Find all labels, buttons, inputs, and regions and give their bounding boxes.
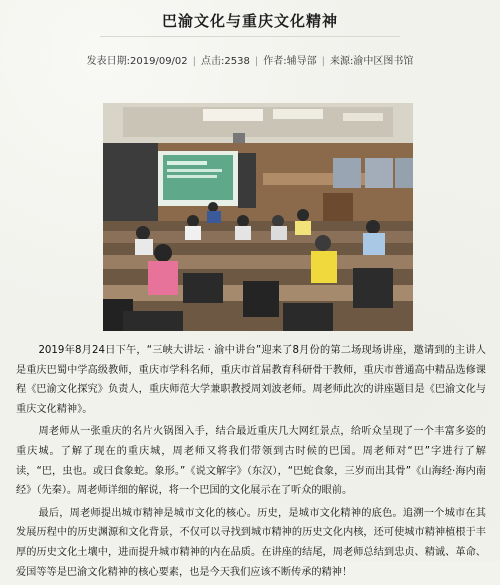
meta-separator: | [321,56,325,67]
meta-separator: | [254,56,259,67]
lecture-photo [103,103,413,331]
article-title: 巴渝文化与重庆文化精神 [161,12,338,30]
publish-date: 2019/09/02 [130,56,188,67]
lecture-photo-illustration [103,103,413,331]
source-label: 来源: [329,56,354,67]
article-meta [0,52,500,67]
article-paragraph: 周老师从一张重庆的名片火锅图入手，结合最近重庆几大网红景点，给听众呈现了一个丰富多姿的重庆城。了解了现在的重庆城，周老师又将我们带领到古时候的巴国。周老师对“巴”字进行了解读，“巴，虫也。或曰食象蛇。象形。”《说文解字》（东汉），“巴蛇食象，三岁而出其骨”《山海经·海内南经》（先秦）。周老师详细的解说，将一个巴国的文化展示在了听众的眼前。 [16,426,486,497]
author-label: 作者: [263,56,287,67]
meta-separator: | [192,56,197,67]
article-body [16,341,486,585]
title-divider [100,36,400,37]
source: 渝中区图书馆 [353,56,414,67]
author: 辅导部 [286,56,317,67]
article-paragraph: 最后，周老师提出城市精神是城市文化的核心。历史，是城市文化精神的底色。追溯一个城市在其发展历程中的历史渊源和文化背景，不仅可以寻找到城市精神的历史文化内核，还可使城市精神植根于丰厚的历史文化土壤中，进而提升城市精神的内在品质。在讲座的结尾，周老师总结到忠贞、精诚、革命、爱国等等是巴渝文化精神的核心要素，也是今天我们应该不断传承的精神！ [16,507,486,578]
article-paragraph: 2019年8月24日下午，“三峡大讲坛 · 渝中讲台”迎来了8月份的第二场现场讲座，邀请到的主讲人是重庆巴蜀中学高级教师，重庆市学科名师，重庆市首届教育科研骨干教师，重庆市普通高中精品选修课程《巴渝文化探究》负责人，重庆师范大学兼职教授周刘波老师。周老师此次的讲座题目是《巴渝文化与重庆文化精神》。 [16,345,486,415]
publish-date-label: 发表日期: [86,56,131,67]
click-count: 2538 [224,56,250,67]
clicks-label: 点击: [201,56,225,67]
